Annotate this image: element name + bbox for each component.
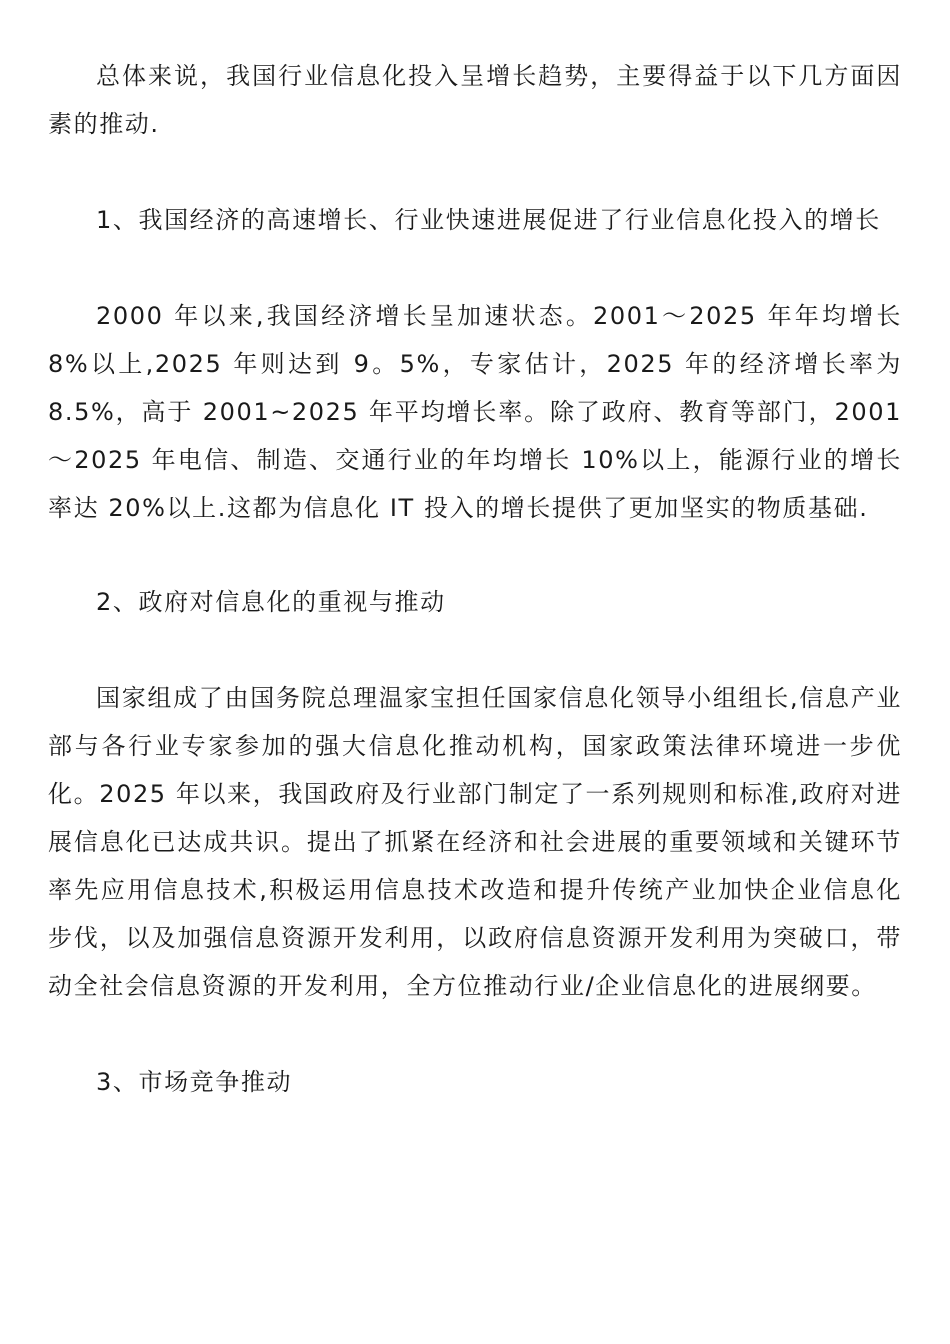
spacer	[48, 148, 902, 196]
spacer	[48, 626, 902, 674]
spacer	[48, 1010, 902, 1058]
section-heading-1: 1、我国经济的高速增长、行业快速进展促进了行业信息化投入的增长	[96, 206, 881, 234]
section-body-1: 2000 年以来,我国经济增长呈加速状态。2001～2025 年年均增长 8%以上,2025 年则达到 9。5%，专家估计，2025 年的经济增长率为 8.5%，高于 2001~2025 年平均增长率。除了政府、教育等部门，2001～2025 年电信、制造、交通行业的年均增长 10%以上，能源行业的增长率达 20%以上.这都为信息化 IT 投入的增长提供了更加坚实的物质基础.	[48, 302, 902, 522]
section-body-2: 国家组成了由国务院总理温家宝担任国家信息化领导小组组长,信息产业部与各行业专家参加的强大信息化推动机构，国家政策法律环境进一步优化。2025 年以来，我国政府及行业部门制定了一系列规则和标准,政府对进展信息化已达成共识。提出了抓紧在经济和社会进展的重要领域和关键环节率先应用信息技术,积极运用信息技术改造和提升传统产业加快企业信息化步伐，以及加强信息资源开发利用，以政府信息资源开发利用为突破口，带动全社会信息资源的开发利用，全方位推动行业/企业信息化的进展纲要。	[48, 684, 902, 1000]
section-heading-3: 3、市场竞争推动	[96, 1068, 293, 1096]
spacer	[48, 244, 902, 292]
spacer	[48, 532, 902, 578]
section-heading-2: 2、政府对信息化的重视与推动	[96, 588, 446, 616]
intro-paragraph: 总体来说，我国行业信息化投入呈增长趋势，主要得益于以下几方面因素的推动.	[48, 62, 902, 138]
